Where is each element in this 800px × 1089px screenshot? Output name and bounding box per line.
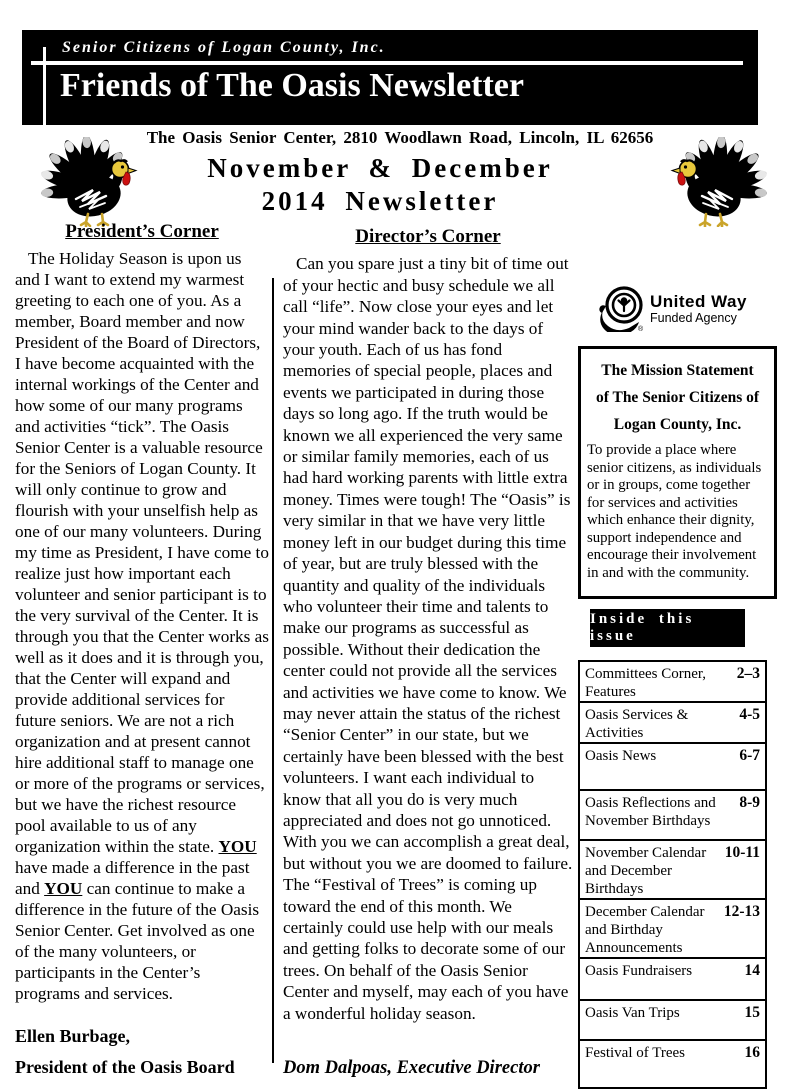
emphasized-you: YOU (44, 879, 83, 898)
toc-label: Oasis Services & Activities (585, 707, 689, 741)
united-way-mark-icon (599, 286, 645, 332)
directors-corner-heading: Director’s Corner (355, 226, 501, 247)
body-text-segment: can continue to make a difference in the future of the Oasis Senior Center. Get involved as one of the many volunteers, or participants in the Center’s programs and services. (15, 879, 260, 1003)
toc-label: November Calendar and December Birthdays (585, 845, 707, 897)
united-way-logo (599, 284, 759, 334)
table-row (580, 742, 765, 789)
toc-label: Festival of Trees (585, 1045, 686, 1061)
table-row (580, 839, 765, 898)
emphasized-you: YOU (218, 837, 257, 856)
issue-title (150, 152, 610, 218)
toc-pages: 14 (744, 962, 760, 979)
united-way-subtitle: Funded Agency (650, 311, 737, 326)
masthead-banner (22, 30, 758, 125)
toc-label: Committees Corner, Features (585, 666, 707, 700)
toc-pages: 15 (744, 1004, 760, 1021)
toc-pages: 10-11 (724, 844, 760, 861)
toc-label: Oasis Fundraisers (585, 963, 693, 979)
body-text-segment: The Holiday Season is upon us and I want to extend my warmest greeting to each one of you. As a member, Board member and now President of the Board of Directors, I have become acquainted with the internal workings of the Center and how some of our many programs and activities “tick”. The Oasis Senior Center is a valuable resource for the Seniors of Logan County. It will only continue to grow and flourish with your unselfish help as one of our many volunteers. During my time as President, I have come to realize just how important each volunteer and senior participant is to the very survival of the Center. It is through you that the Center works as well as it does and it is through you, that the Center will expand and provide additional services for future seniors. We are not a rich organization and at present cannot hire additional staff to manage one or more of the programs or services, but we have the richest resource pool available to us of any organization within the state. (15, 249, 269, 856)
director-signature: Dom Dalpoas, Executive Director (283, 1058, 540, 1079)
toc-pages: 2–3 (736, 665, 760, 682)
center-address: The Oasis Senior Center, 2810 Woodlawn Road, Lincoln, IL 62656 (146, 128, 654, 147)
toc-pages: 8-9 (739, 794, 760, 811)
column-divider-rule (272, 278, 274, 1063)
table-row (580, 957, 765, 999)
toc-pages: 6-7 (739, 747, 760, 764)
mission-heading-line: The Mission Statement (601, 362, 754, 379)
toc-label: Oasis Reflections and November Birthdays (585, 795, 716, 829)
toc-pages: 12-13 (723, 903, 760, 920)
turkey-icon (664, 137, 772, 227)
banner-horizontal-rule (31, 61, 743, 65)
table-row (580, 999, 765, 1039)
mission-heading (587, 357, 768, 438)
table-row (580, 898, 765, 957)
toc-pages: 16 (744, 1044, 760, 1061)
issue-title-line1: November & December (207, 153, 553, 183)
turkey-icon (36, 137, 144, 227)
table-row (580, 789, 765, 839)
united-way-text (650, 293, 747, 325)
directors-corner-article (283, 226, 573, 1079)
mission-heading-line: Logan County, Inc. (613, 416, 742, 433)
president-signature-name: Ellen Burbage, (15, 1026, 131, 1046)
united-way-name: United Way (650, 292, 747, 312)
table-row (580, 662, 765, 701)
issue-title-line2: 2014 Newsletter (261, 186, 499, 216)
svg-text:®: ® (638, 326, 644, 332)
mission-statement-box (578, 346, 777, 599)
organization-name: Senior Citizens of Logan County, Inc. (62, 39, 386, 56)
directors-corner-body: Can you spare just a tiny bit of time out of your hectic and busy schedule we all call “life”. Now close your eyes and let your mind wander back to the days of your youth. Each of us has fond memories of special people, places and events we participated in during those days so long ago. If the truth would be known we all experienced the very same or similar family memories, each of us had hard working parents with little extra money. Times were tough! The “Oasis” is very similar in that we have very little money left in our budget during this time of year, but are truly blessed with the quantity and quality of the individuals who volunteer their time and talents to make our programs as successful as possible. Without their dedication the center could not provide all the services and activities we have come to know. We may never attain the status of the richest “Senior Center” in our state, but we certainly have been blessed with the best volunteers. I want each individual to know that all you do is very much appreciated and does not go unnoticed. With you we can accomplish a great deal, but without you we are doomed to failure. The “Festival of Trees” is coming up toward the end of this month. We certainly could use help with our meals and getting folks to decorate some of our trees. On behalf of the Oasis Senior Center and myself, may each of you have a wonderful holiday season. (283, 254, 573, 1023)
table-row (580, 1039, 765, 1087)
toc-label: December Calendar and Birthday Announcements (585, 904, 705, 956)
president-signature-title: President of the Oasis Board (15, 1057, 235, 1077)
presidents-corner-heading: President’s Corner (65, 221, 219, 242)
body-text-segment: have made a difference in the past and (15, 858, 250, 898)
inside-this-issue-header: Inside this issue (590, 609, 745, 647)
table-row (580, 701, 765, 742)
mission-heading-line: of The Senior Citizens of (595, 389, 760, 406)
toc-label: Oasis News (585, 748, 657, 764)
banner-vertical-rule (43, 47, 46, 125)
mission-body: To provide a place where senior citizens, as individuals or in groups, come together for services and activities which enhance their dignity, support independence and encourage their involvement in and with the community. (587, 442, 762, 581)
inside-this-issue-table (578, 660, 767, 1089)
presidents-corner-article (15, 221, 269, 1078)
newsletter-title: Friends of The Oasis Newsletter (60, 67, 524, 104)
toc-label: Oasis Van Trips (585, 1005, 680, 1021)
presidents-corner-body (15, 248, 269, 1004)
toc-pages: 4-5 (739, 706, 760, 723)
